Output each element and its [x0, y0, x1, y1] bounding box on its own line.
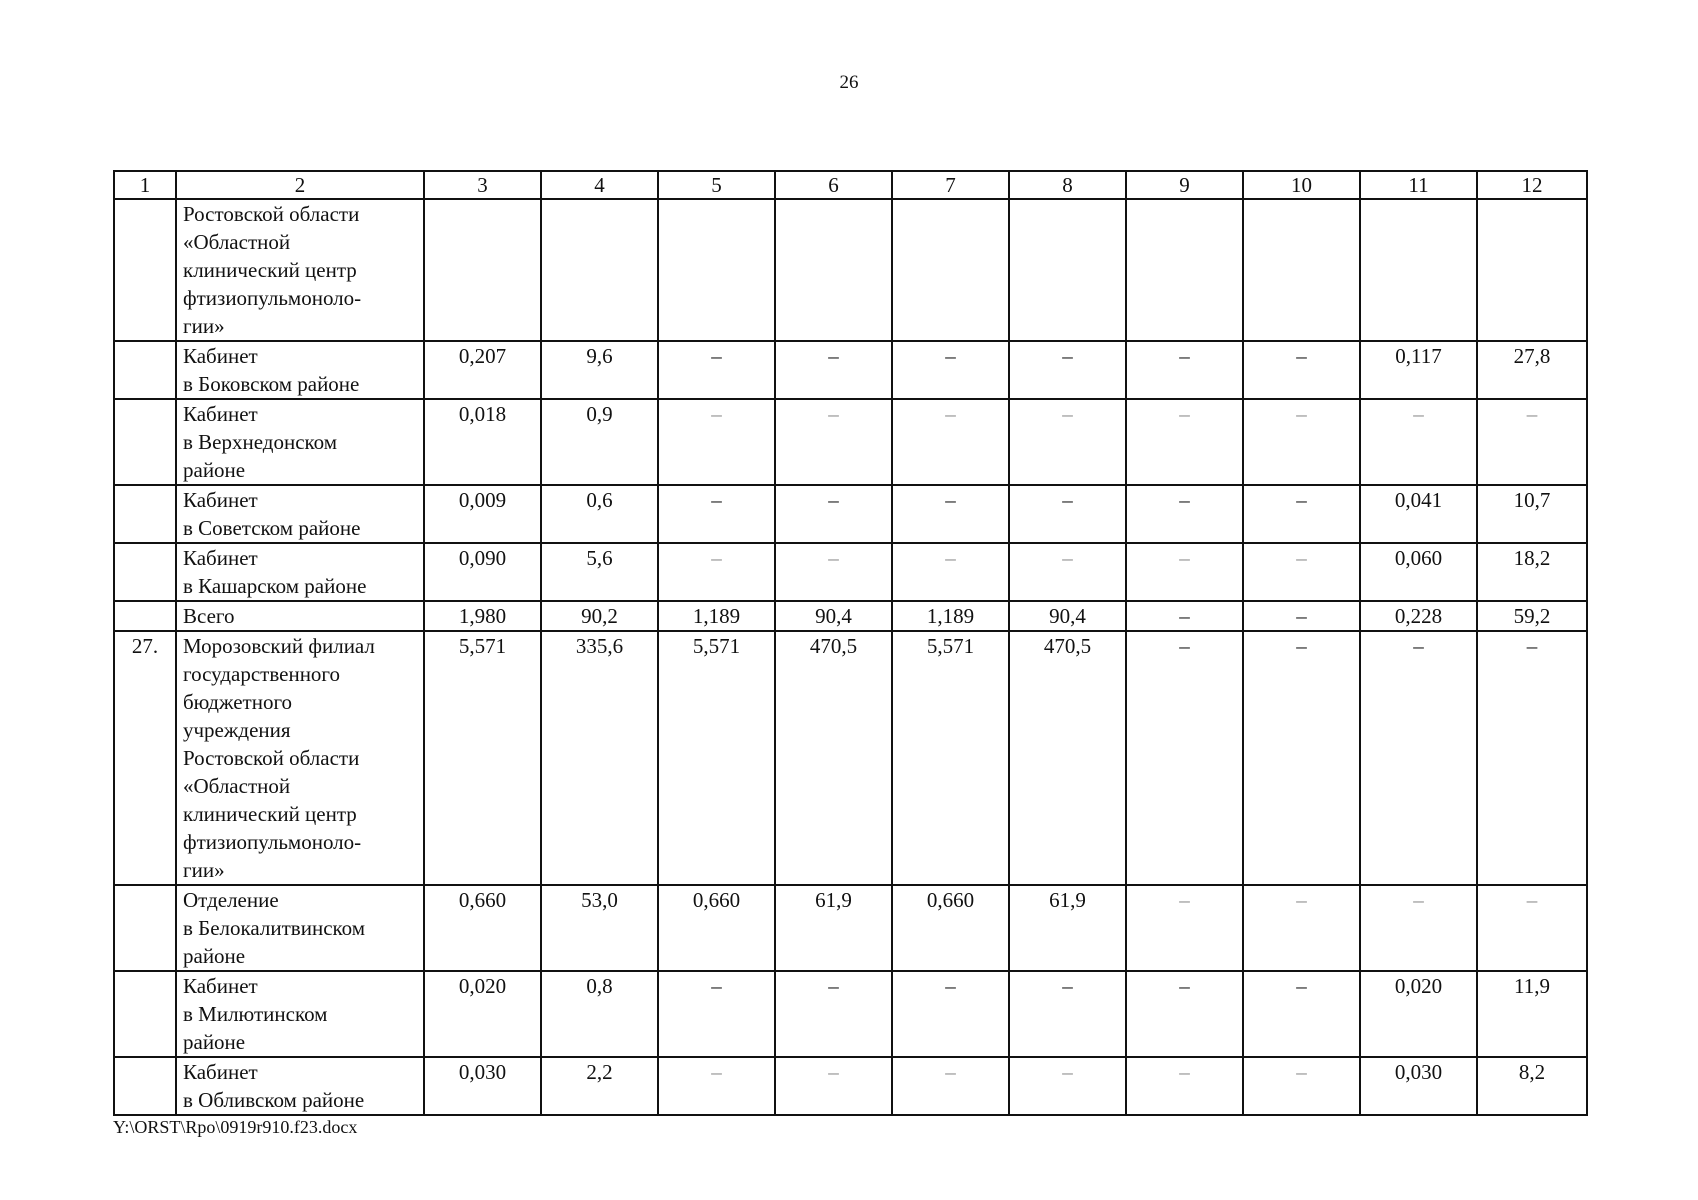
- value-cell: –: [1243, 971, 1360, 1057]
- name-line: Ростовской области: [183, 746, 360, 770]
- value-cell: 10,7: [1477, 485, 1587, 543]
- table-row: [114, 971, 1587, 1057]
- table-row: [114, 341, 1587, 399]
- value-cell: 0,117: [1360, 341, 1477, 399]
- page-number: 26: [839, 72, 859, 93]
- table-row: [114, 543, 1587, 601]
- value-cell: –: [1243, 601, 1360, 631]
- institution-name-cell: [176, 631, 424, 885]
- table-row: [114, 1057, 1587, 1115]
- value-cell: 8,2: [1477, 1057, 1587, 1115]
- name-line: Кабинет: [183, 546, 258, 570]
- table-row: [114, 631, 1587, 885]
- value-cell: [1360, 199, 1477, 341]
- value-cell: 0,060: [1360, 543, 1477, 601]
- name-line: Кабинет: [183, 1060, 258, 1084]
- row-number-cell: 27.: [114, 631, 176, 885]
- row-number-cell: [114, 601, 176, 631]
- name-line: «Областной: [183, 230, 291, 254]
- file-path-footer: Y:\ORST\Rpo\0919r910.f23.docx: [113, 1117, 358, 1137]
- column-header: 9: [1126, 171, 1243, 199]
- value-cell: –: [1243, 885, 1360, 971]
- value-cell: 2,2: [541, 1057, 658, 1115]
- value-cell: 1,189: [892, 601, 1009, 631]
- value-cell: –: [1009, 341, 1126, 399]
- value-cell: 53,0: [541, 885, 658, 971]
- name-line: районе: [183, 944, 246, 968]
- data-table-container: [113, 170, 1586, 1116]
- value-cell: 0,020: [1360, 971, 1477, 1057]
- row-number-cell: [114, 485, 176, 543]
- value-cell: –: [1477, 399, 1587, 485]
- name-line: районе: [183, 458, 246, 482]
- value-cell: –: [1009, 399, 1126, 485]
- value-cell: –: [1477, 885, 1587, 971]
- column-header: 1: [114, 171, 176, 199]
- name-line: в Милютинском: [183, 1002, 328, 1026]
- column-header: 2: [176, 171, 424, 199]
- value-cell: 0,6: [541, 485, 658, 543]
- name-line: Всего: [183, 604, 235, 628]
- column-header: 6: [775, 171, 892, 199]
- value-cell: [658, 199, 775, 341]
- name-line: бюджетного: [183, 690, 293, 714]
- value-cell: –: [1243, 485, 1360, 543]
- value-cell: 59,2: [1477, 601, 1587, 631]
- value-cell: 0,020: [424, 971, 541, 1057]
- value-cell: 1,980: [424, 601, 541, 631]
- value-cell: –: [892, 341, 1009, 399]
- institution-name-cell: [176, 971, 424, 1057]
- value-cell: –: [658, 341, 775, 399]
- value-cell: [1009, 199, 1126, 341]
- row-number-cell: [114, 885, 176, 971]
- value-cell: –: [775, 543, 892, 601]
- value-cell: –: [1243, 543, 1360, 601]
- value-cell: 5,6: [541, 543, 658, 601]
- name-line: Кабинет: [183, 488, 258, 512]
- value-cell: –: [1243, 399, 1360, 485]
- value-cell: –: [892, 1057, 1009, 1115]
- value-cell: –: [1126, 341, 1243, 399]
- value-cell: [892, 199, 1009, 341]
- table-row: [114, 399, 1587, 485]
- value-cell: –: [658, 399, 775, 485]
- value-cell: 27,8: [1477, 341, 1587, 399]
- value-cell: 5,571: [424, 631, 541, 885]
- value-cell: [424, 199, 541, 341]
- column-header: 12: [1477, 171, 1587, 199]
- value-cell: –: [658, 1057, 775, 1115]
- value-cell: 61,9: [1009, 885, 1126, 971]
- name-line: гии»: [183, 858, 225, 882]
- value-cell: 0,041: [1360, 485, 1477, 543]
- value-cell: 335,6: [541, 631, 658, 885]
- institution-name-cell: [176, 885, 424, 971]
- name-line: государственного: [183, 662, 341, 686]
- value-cell: 0,018: [424, 399, 541, 485]
- value-cell: 470,5: [1009, 631, 1126, 885]
- value-cell: –: [1243, 631, 1360, 885]
- column-header: 7: [892, 171, 1009, 199]
- name-line: учреждения: [183, 718, 291, 742]
- value-cell: 0,8: [541, 971, 658, 1057]
- institution-name-cell: [176, 341, 424, 399]
- value-cell: –: [1126, 399, 1243, 485]
- value-cell: 0,660: [892, 885, 1009, 971]
- value-cell: –: [1360, 885, 1477, 971]
- value-cell: 470,5: [775, 631, 892, 885]
- table-row: [114, 199, 1587, 341]
- value-cell: –: [775, 341, 892, 399]
- value-cell: 0,009: [424, 485, 541, 543]
- value-cell: –: [1126, 885, 1243, 971]
- table-row: [114, 485, 1587, 543]
- value-cell: –: [1126, 631, 1243, 885]
- name-line: в Советском районе: [183, 516, 361, 540]
- institution-name-cell: [176, 199, 424, 341]
- value-cell: 90,2: [541, 601, 658, 631]
- value-cell: 90,4: [1009, 601, 1126, 631]
- name-line: Кабинет: [183, 344, 258, 368]
- value-cell: [541, 199, 658, 341]
- column-header: 11: [1360, 171, 1477, 199]
- value-cell: –: [775, 971, 892, 1057]
- name-line: «Областной: [183, 774, 291, 798]
- value-cell: [1477, 199, 1587, 341]
- value-cell: 5,571: [892, 631, 1009, 885]
- value-cell: 9,6: [541, 341, 658, 399]
- name-line: Ростовской области: [183, 202, 360, 226]
- name-line: клинический центр: [183, 802, 357, 826]
- value-cell: [1126, 199, 1243, 341]
- table-row: [114, 601, 1587, 631]
- row-number-cell: [114, 399, 176, 485]
- value-cell: –: [658, 971, 775, 1057]
- value-cell: –: [1126, 543, 1243, 601]
- name-line: Морозовский филиал: [183, 634, 375, 658]
- value-cell: –: [892, 971, 1009, 1057]
- institution-name-cell: [176, 485, 424, 543]
- value-cell: –: [1360, 631, 1477, 885]
- value-cell: –: [1126, 485, 1243, 543]
- row-number-cell: [114, 341, 176, 399]
- value-cell: 0,660: [424, 885, 541, 971]
- table-header-row: [114, 171, 1587, 199]
- name-line: в Белокалитвинском: [183, 916, 366, 940]
- value-cell: 0,9: [541, 399, 658, 485]
- value-cell: –: [658, 543, 775, 601]
- value-cell: 0,207: [424, 341, 541, 399]
- data-table: [113, 170, 1588, 1116]
- value-cell: 61,9: [775, 885, 892, 971]
- institution-name-cell: [176, 399, 424, 485]
- value-cell: –: [1243, 1057, 1360, 1115]
- name-line: гии»: [183, 314, 225, 338]
- name-line: в Боковском районе: [183, 372, 360, 396]
- value-cell: 1,189: [658, 601, 775, 631]
- value-cell: –: [658, 485, 775, 543]
- institution-name-cell: [176, 1057, 424, 1115]
- value-cell: 5,571: [658, 631, 775, 885]
- name-line: Кабинет: [183, 974, 258, 998]
- institution-name-cell: [176, 543, 424, 601]
- value-cell: –: [1009, 971, 1126, 1057]
- value-cell: [775, 199, 892, 341]
- name-line: районе: [183, 1030, 246, 1054]
- value-cell: 0,030: [424, 1057, 541, 1115]
- row-number-cell: [114, 971, 176, 1057]
- value-cell: 18,2: [1477, 543, 1587, 601]
- value-cell: 0,090: [424, 543, 541, 601]
- row-number-cell: [114, 1057, 176, 1115]
- value-cell: –: [1126, 601, 1243, 631]
- value-cell: –: [775, 1057, 892, 1115]
- value-cell: –: [892, 485, 1009, 543]
- institution-name-cell: [176, 601, 424, 631]
- value-cell: 0,660: [658, 885, 775, 971]
- name-line: Кабинет: [183, 402, 258, 426]
- name-line: фтизиопульмоноло-: [183, 830, 362, 854]
- value-cell: –: [775, 485, 892, 543]
- column-header: 4: [541, 171, 658, 199]
- column-header: 5: [658, 171, 775, 199]
- value-cell: –: [1009, 543, 1126, 601]
- value-cell: –: [892, 543, 1009, 601]
- value-cell: –: [892, 399, 1009, 485]
- value-cell: –: [1243, 341, 1360, 399]
- value-cell: 90,4: [775, 601, 892, 631]
- value-cell: 0,228: [1360, 601, 1477, 631]
- column-header: 8: [1009, 171, 1126, 199]
- value-cell: –: [1477, 631, 1587, 885]
- name-line: в Верхнедонском: [183, 430, 338, 454]
- value-cell: –: [1009, 485, 1126, 543]
- value-cell: –: [1126, 971, 1243, 1057]
- value-cell: –: [1009, 1057, 1126, 1115]
- name-line: клинический центр: [183, 258, 357, 282]
- table-row: [114, 885, 1587, 971]
- row-number-cell: [114, 543, 176, 601]
- value-cell: –: [1126, 1057, 1243, 1115]
- value-cell: 11,9: [1477, 971, 1587, 1057]
- name-line: фтизиопульмоноло-: [183, 286, 362, 310]
- value-cell: –: [1360, 399, 1477, 485]
- name-line: Отделение: [183, 888, 279, 912]
- column-header: 10: [1243, 171, 1360, 199]
- name-line: в Кашарском районе: [183, 574, 367, 598]
- name-line: в Обливском районе: [183, 1088, 365, 1112]
- column-header: 3: [424, 171, 541, 199]
- row-number-cell: [114, 199, 176, 341]
- value-cell: [1243, 199, 1360, 341]
- value-cell: –: [775, 399, 892, 485]
- value-cell: 0,030: [1360, 1057, 1477, 1115]
